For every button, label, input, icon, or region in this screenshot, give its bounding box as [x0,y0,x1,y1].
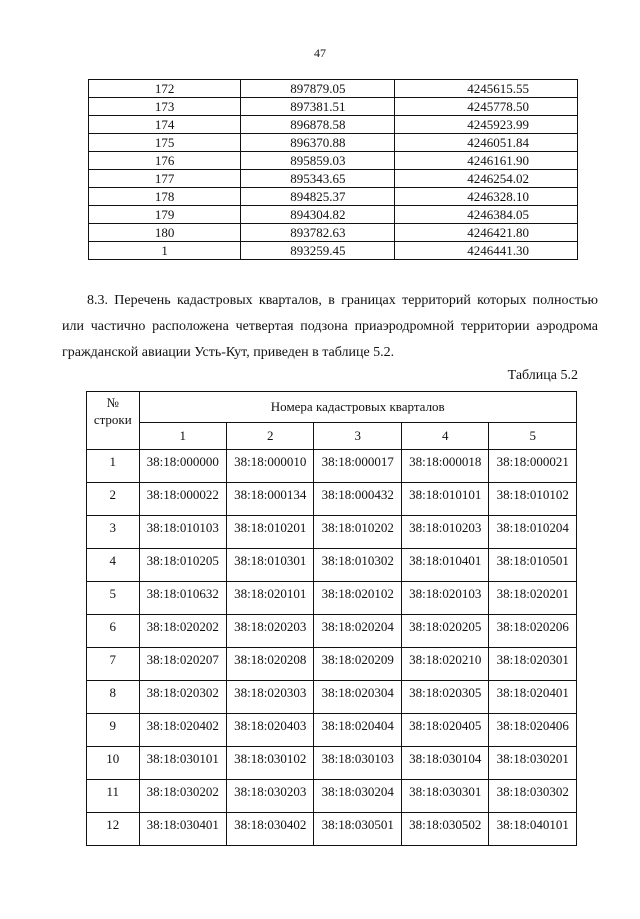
x-coordinate-cell: 894825.37 [241,188,395,206]
x-coordinate-cell: 895343.65 [241,170,395,188]
cadastral-quarter-cell: 38:18:010204 [489,516,577,549]
y-coordinate-cell: 4246421.80 [395,224,578,242]
x-coordinate-cell: 896878.58 [241,116,395,134]
row-number-cell: 12 [87,813,140,846]
cadastral-quarter-cell: 38:18:030302 [489,780,577,813]
table-row [89,170,578,188]
cadastral-quarter-cell: 38:18:020405 [401,714,488,747]
table-row [87,747,577,780]
table-row [89,116,578,134]
table-row [87,483,577,516]
cadastral-quarter-cell: 38:18:010103 [139,516,226,549]
table-row [89,134,578,152]
cadastral-quarter-cell: 38:18:010102 [489,483,577,516]
cadastral-quarter-cell: 38:18:030201 [489,747,577,780]
cadastral-quarter-cell: 38:18:000021 [489,450,577,483]
cadastral-quarter-cell: 38:18:020406 [489,714,577,747]
y-coordinate-cell: 4245615.55 [395,80,578,98]
point-number-cell: 179 [89,206,241,224]
point-number-cell: 176 [89,152,241,170]
point-number-cell: 173 [89,98,241,116]
cadastral-quarter-cell: 38:18:010202 [314,516,401,549]
cadastral-quarter-cell: 38:18:030202 [139,780,226,813]
cadastral-quarter-cell: 38:18:040101 [489,813,577,846]
point-number-cell: 177 [89,170,241,188]
column-number-header: 4 [401,423,488,450]
row-number-cell: 4 [87,549,140,582]
cadastral-quarter-cell: 38:18:000000 [139,450,226,483]
column-number-header: 5 [489,423,577,450]
table-row [87,813,577,846]
cadastral-quarter-cell: 38:18:020102 [314,582,401,615]
cadastral-quarter-cell: 38:18:030102 [227,747,314,780]
y-coordinate-cell: 4246384.05 [395,206,578,224]
table-row [89,206,578,224]
cadastral-quarter-cell: 38:18:000432 [314,483,401,516]
cadastral-quarter-cell: 38:18:020402 [139,714,226,747]
x-coordinate-cell: 896370.88 [241,134,395,152]
table-row [87,780,577,813]
cadastral-quarter-cell: 38:18:020205 [401,615,488,648]
rownum-header [87,392,140,450]
cadastral-quarter-cell: 38:18:020401 [489,681,577,714]
x-coordinate-cell: 894304.82 [241,206,395,224]
row-number-cell: 10 [87,747,140,780]
cadastral-quarter-cell: 38:18:020204 [314,615,401,648]
table-row [89,80,578,98]
cadastral-quarter-cell: 38:18:030101 [139,747,226,780]
y-coordinate-cell: 4246161.90 [395,152,578,170]
y-coordinate-cell: 4245923.99 [395,116,578,134]
row-number-cell: 3 [87,516,140,549]
table-row [89,188,578,206]
table-row [87,648,577,681]
cadastral-quarter-cell: 38:18:020203 [227,615,314,648]
cadastral-quarter-cell: 38:18:030103 [314,747,401,780]
cadastral-quarter-cell: 38:18:020208 [227,648,314,681]
cadastral-quarter-cell: 38:18:000018 [401,450,488,483]
row-number-cell: 8 [87,681,140,714]
cadastral-quarter-cell: 38:18:030301 [401,780,488,813]
coordinates-table [88,79,578,260]
cadastral-quarter-cell: 38:18:020201 [489,582,577,615]
cadastral-quarter-cell: 38:18:010401 [401,549,488,582]
point-number-cell: 175 [89,134,241,152]
x-coordinate-cell: 897879.05 [241,80,395,98]
cadastral-quarter-cell: 38:18:010301 [227,549,314,582]
row-number-cell: 6 [87,615,140,648]
cadastral-quarter-cell: 38:18:010501 [489,549,577,582]
x-coordinate-cell: 893782.63 [241,224,395,242]
cadastral-quarters-table [86,391,577,846]
x-coordinate-cell: 893259.45 [241,242,395,260]
cadastral-quarter-cell: 38:18:020302 [139,681,226,714]
cadastral-quarter-cell: 38:18:030502 [401,813,488,846]
table-caption: Таблица 5.2 [507,368,578,383]
point-number-cell: 1 [89,242,241,260]
quarters-group-header: Номера кадастровых кварталов [139,392,576,423]
table-row [87,681,577,714]
cadastral-quarter-cell: 38:18:030401 [139,813,226,846]
cadastral-quarter-cell: 38:18:020404 [314,714,401,747]
point-number-cell: 178 [89,188,241,206]
cadastral-quarter-cell: 38:18:020202 [139,615,226,648]
page-number: 47 [314,46,326,60]
table-row [87,516,577,549]
cadastral-quarter-cell: 38:18:010101 [401,483,488,516]
cadastral-quarter-cell: 38:18:030402 [227,813,314,846]
y-coordinate-cell: 4245778.50 [395,98,578,116]
cadastral-quarter-cell: 38:18:020206 [489,615,577,648]
column-number-header: 2 [227,423,314,450]
table-row [89,98,578,116]
x-coordinate-cell: 897381.51 [241,98,395,116]
y-coordinate-cell: 4246254.02 [395,170,578,188]
point-number-cell: 174 [89,116,241,134]
cadastral-quarter-cell: 38:18:020303 [227,681,314,714]
y-coordinate-cell: 4246441.30 [395,242,578,260]
cadastral-quarter-cell: 38:18:020101 [227,582,314,615]
cadastral-quarter-cell: 38:18:020304 [314,681,401,714]
table-row [89,224,578,242]
cadastral-quarter-cell: 38:18:030501 [314,813,401,846]
cadastral-quarter-cell: 38:18:020403 [227,714,314,747]
table-row [87,714,577,747]
cadastral-quarter-cell: 38:18:020103 [401,582,488,615]
cadastral-quarter-cell: 38:18:000010 [227,450,314,483]
cadastral-quarter-cell: 38:18:010632 [139,582,226,615]
cadastral-quarter-cell: 38:18:010203 [401,516,488,549]
rownum-header-word: строки [93,412,132,427]
x-coordinate-cell: 895859.03 [241,152,395,170]
cadastral-quarter-cell: 38:18:010201 [227,516,314,549]
cadastral-quarter-cell: 38:18:000022 [139,483,226,516]
rownum-header-symbol: № [106,395,119,410]
point-number-cell: 172 [89,80,241,98]
row-number-cell: 5 [87,582,140,615]
table-row [87,549,577,582]
cadastral-quarter-cell: 38:18:020301 [489,648,577,681]
table-row [89,152,578,170]
table-row [87,450,577,483]
column-number-header: 3 [314,423,401,450]
cadastral-quarter-cell: 38:18:030104 [401,747,488,780]
row-number-cell: 11 [87,780,140,813]
point-number-cell: 180 [89,224,241,242]
row-number-cell: 2 [87,483,140,516]
cadastral-quarter-cell: 38:18:020209 [314,648,401,681]
cadastral-quarter-cell: 38:18:030203 [227,780,314,813]
section-paragraph: 8.3. Перечень кадастровых кварталов, в границах территорий которых полностью или частично расположена четвертая подзона приаэродромной территории аэродрома гражданской авиации Усть-Кут, приведен в таблице 5.2. [62,293,598,360]
cadastral-quarter-cell: 38:18:020207 [139,648,226,681]
row-number-cell: 7 [87,648,140,681]
cadastral-quarter-cell: 38:18:030204 [314,780,401,813]
column-number-header: 1 [139,423,226,450]
row-number-cell: 1 [87,450,140,483]
cadastral-quarter-cell: 38:18:010205 [139,549,226,582]
y-coordinate-cell: 4246328.10 [395,188,578,206]
table-row [87,615,577,648]
cadastral-quarter-cell: 38:18:020210 [401,648,488,681]
cadastral-quarter-cell: 38:18:020305 [401,681,488,714]
table-row [87,582,577,615]
cadastral-quarter-cell: 38:18:000017 [314,450,401,483]
cadastral-quarter-cell: 38:18:000134 [227,483,314,516]
y-coordinate-cell: 4246051.84 [395,134,578,152]
table-row [89,242,578,260]
row-number-cell: 9 [87,714,140,747]
cadastral-quarter-cell: 38:18:010302 [314,549,401,582]
